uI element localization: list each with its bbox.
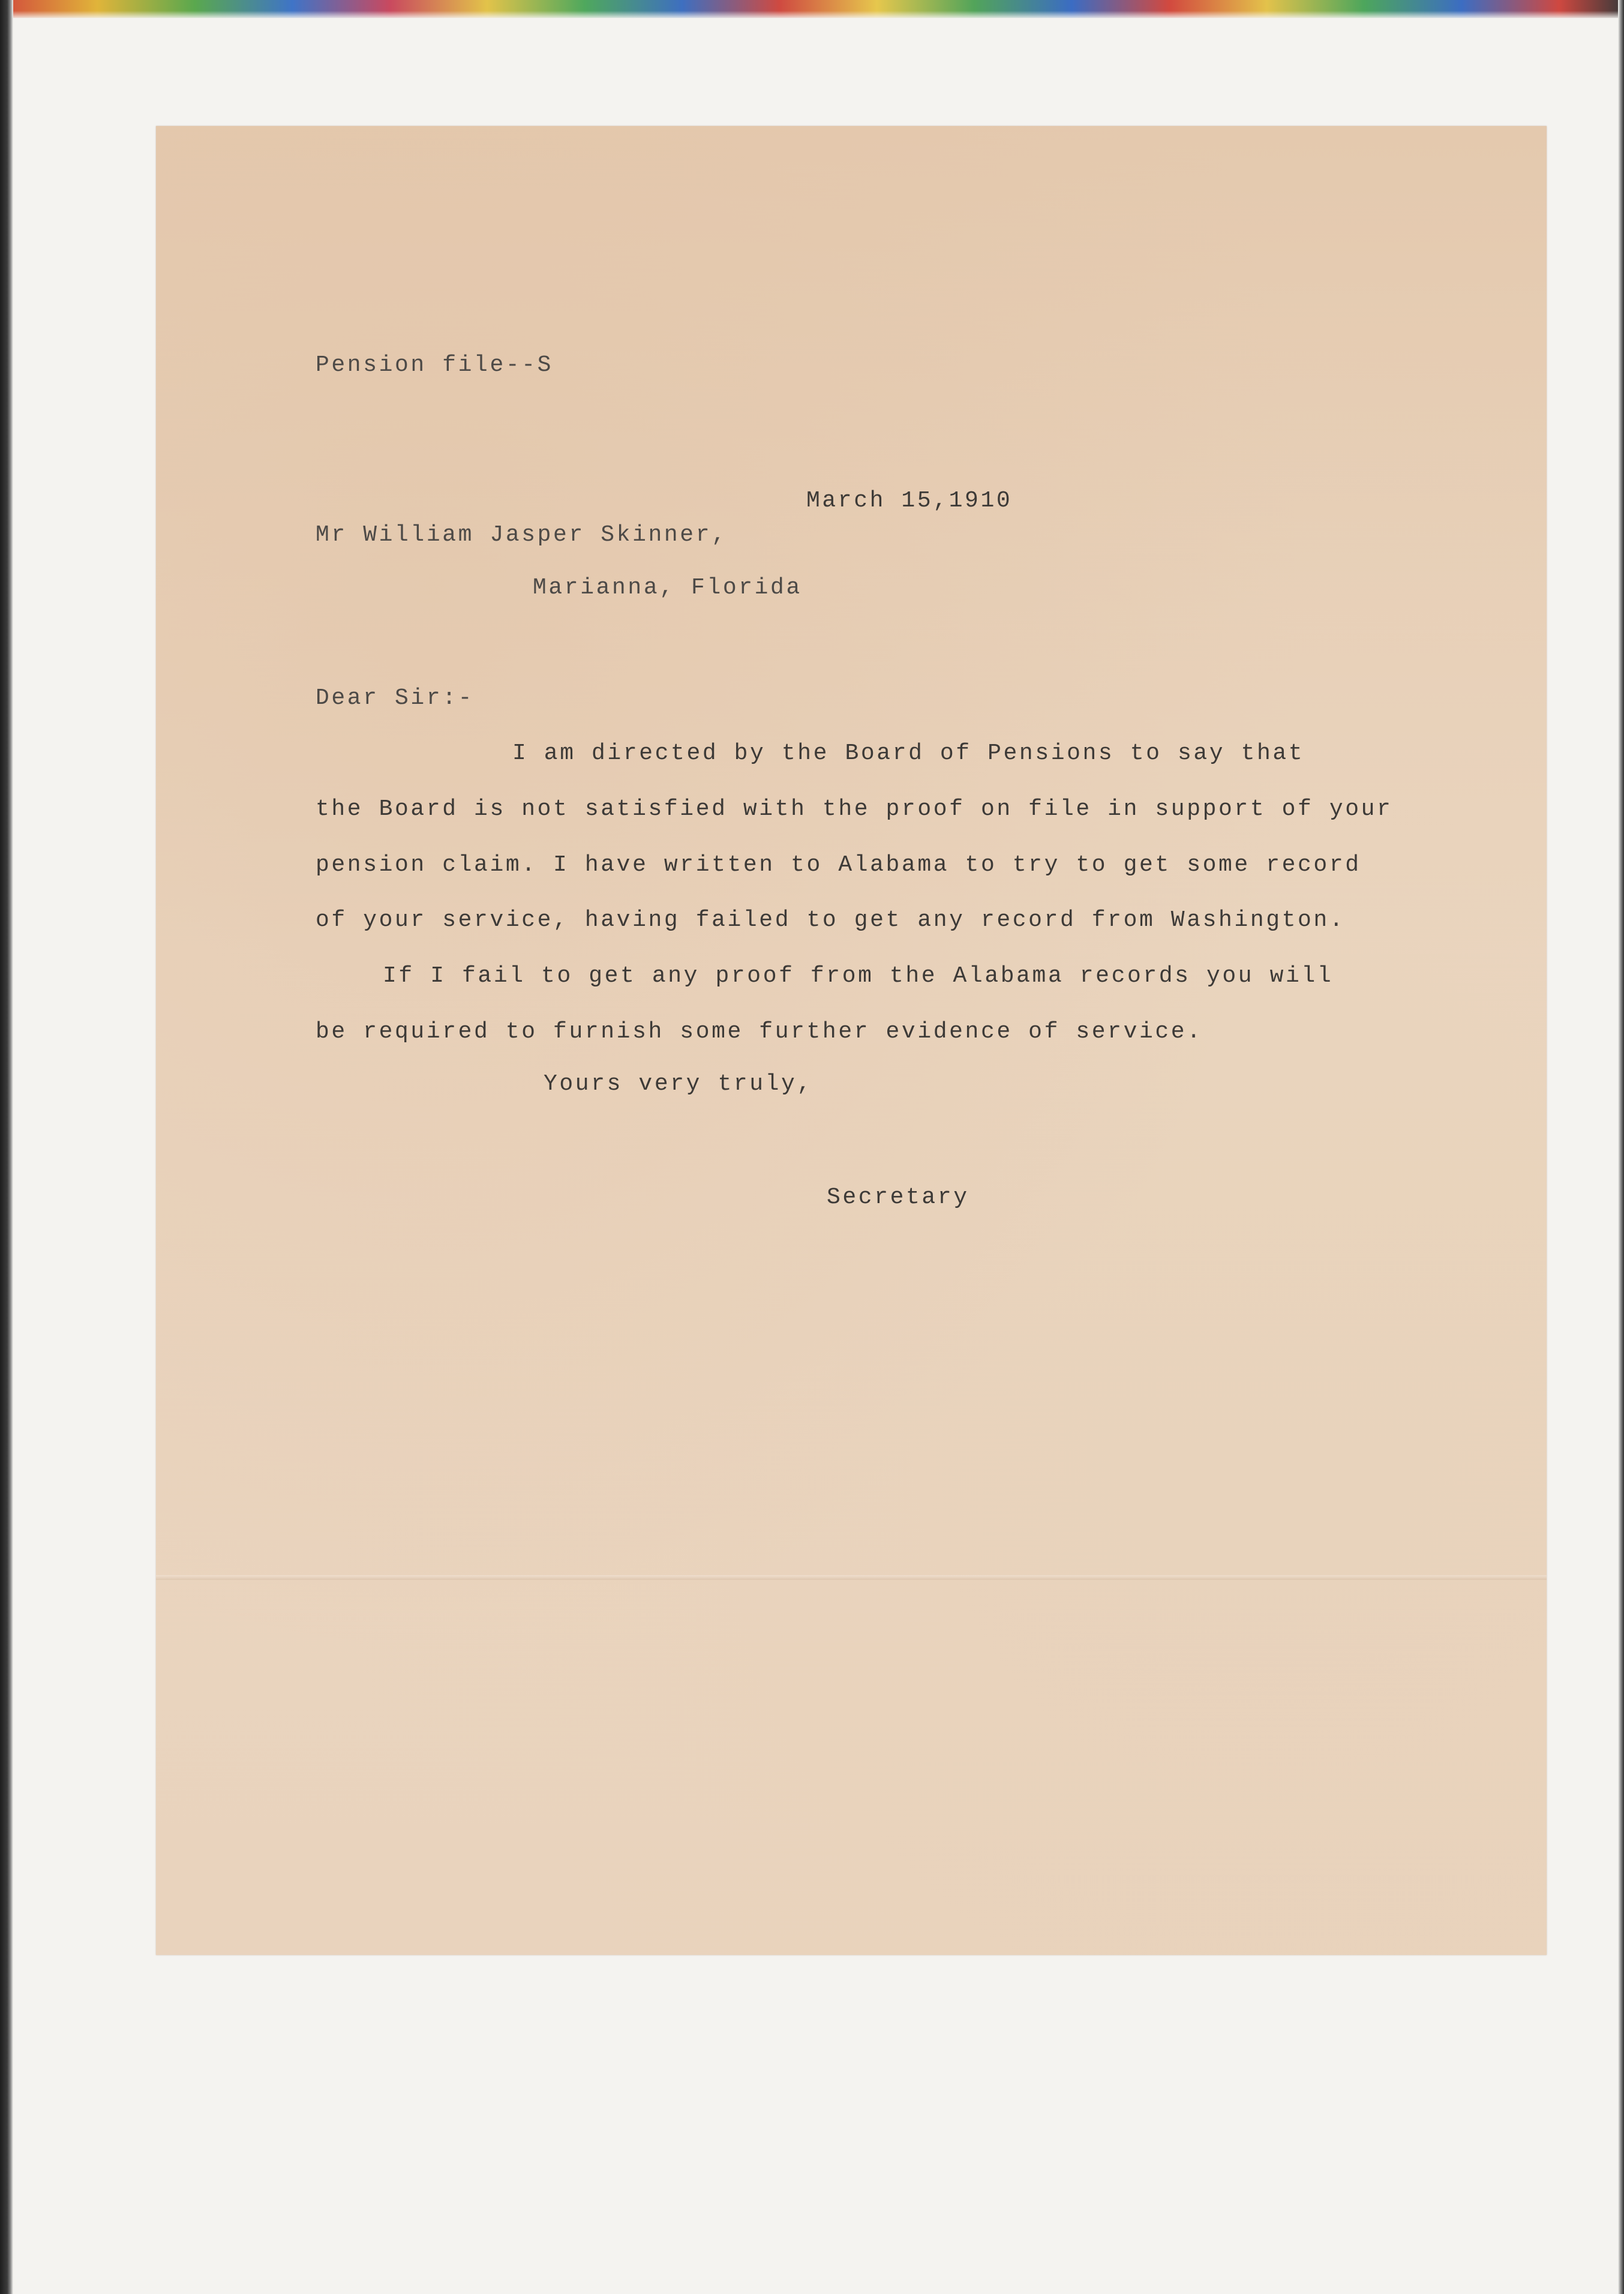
body-line: I am directed by the Board of Pensions to say that xyxy=(512,740,1305,766)
paper-fold xyxy=(156,1575,1547,1580)
file-reference: Pension file--S xyxy=(316,352,554,378)
letter-date: March 15,1910 xyxy=(806,488,1013,514)
salutation: Dear Sir:- xyxy=(316,685,475,711)
body-line: of your service, having failed to get any record from Washington. xyxy=(316,907,1346,933)
closing: Yours very truly, xyxy=(544,1071,813,1097)
body-line: be required to furnish some further evidence of service. xyxy=(316,1019,1203,1045)
letter-sheet xyxy=(156,126,1547,1955)
body-line: pension claim. I have written to Alabama to try to get some record xyxy=(316,852,1361,878)
signature-title: Secretary xyxy=(827,1185,969,1210)
body-line: If I fail to get any proof from the Alabama records you will xyxy=(383,963,1334,989)
recipient-name: Mr William Jasper Skinner, xyxy=(316,522,728,548)
scanner-edge-right xyxy=(1618,0,1624,2294)
body-line: the Board is not satisfied with the proof on file in support of your xyxy=(316,796,1393,822)
scanner-strip-shade xyxy=(0,11,1624,19)
scanner-edge-left xyxy=(0,0,13,2294)
recipient-location: Marianna, Florida xyxy=(533,575,802,601)
